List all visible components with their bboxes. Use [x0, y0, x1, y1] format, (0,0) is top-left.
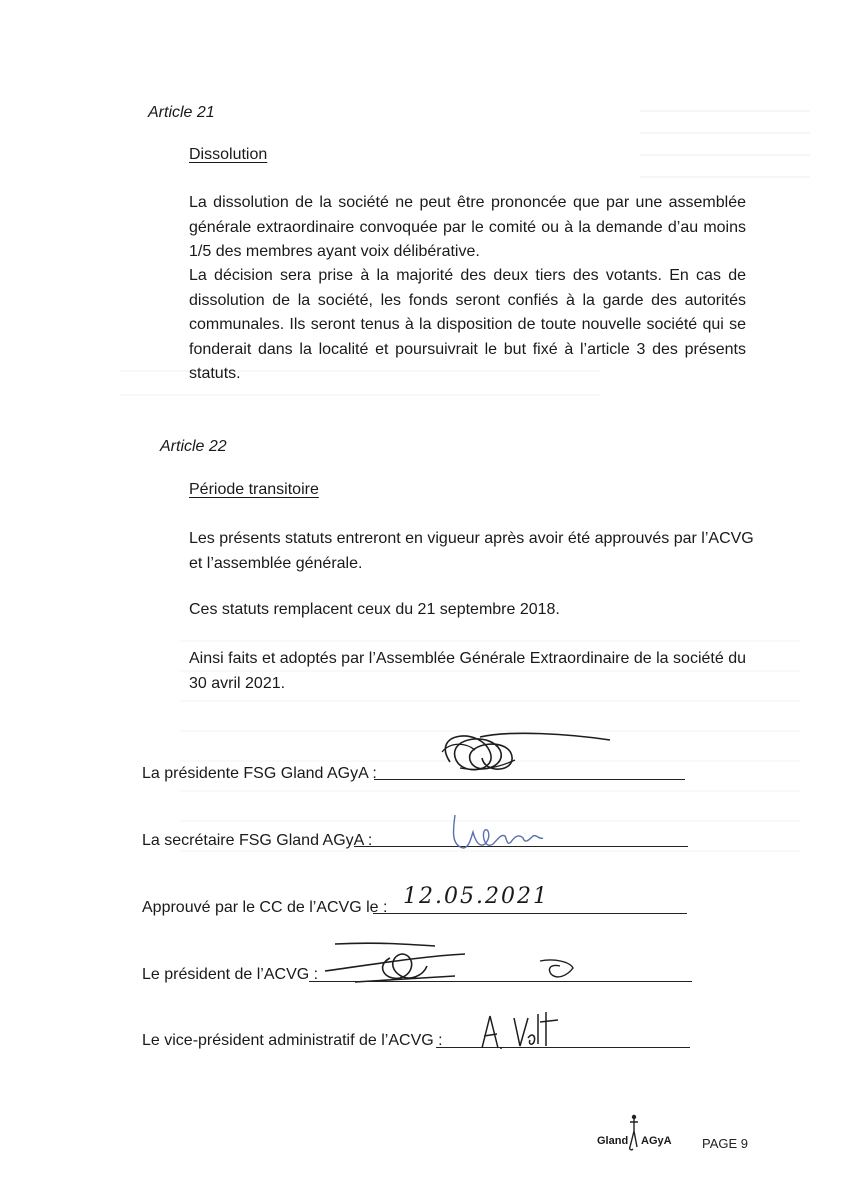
article-22-paragraph-1: Les présents statuts entreront en vigueur après avoir été approuvés par l’ACVG et l’assemblée générale.: [189, 530, 754, 572]
article-22-paragraph-2: Ces statuts remplacent ceux du 21 septembre 2018.: [189, 601, 560, 618]
transitional-period-title: Période transitoire: [189, 481, 319, 498]
vice-president-acvg-signature: [472, 1008, 572, 1053]
president-fsg-label: La présidente FSG Gland AGyA :: [142, 765, 377, 782]
president-acvg-signature: [315, 936, 605, 991]
article-21-heading: Article 21: [148, 104, 215, 121]
approved-cc-date-line: [373, 913, 687, 914]
logo-text-left: Gland: [597, 1135, 629, 1147]
secretary-fsg-signature: [445, 810, 555, 855]
president-acvg-label: Le président de l’ACVG :: [142, 966, 319, 983]
article-21-paragraph-1: La dissolution de la société ne peut être prononcée que par une assemblée générale extraordinaire convoquée par le comité ou à la demande d’au moins 1/5 des membres ayant voix délibérative.: [189, 194, 746, 260]
article-21-paragraph-2: La décision sera prise à la majorité des deux tiers des votants. En cas de dissolution de la société, les fonds seront confiés à la garde des autorités communales. Ils seront tenus à la disposition de toute nouvelle société qui se fonderait dans la localité et poursuivrait le but fixé à l’article 3 des présents statuts.: [189, 267, 746, 382]
vice-president-acvg-label: Le vice-président administratif de l’ACVG :: [142, 1032, 443, 1049]
logo-text-right: AGyA: [641, 1135, 672, 1147]
secretary-fsg-label: La secrétaire FSG Gland AGyA :: [142, 832, 373, 849]
approved-cc-label: Approuvé par le CC de l’ACVG le :: [142, 899, 388, 916]
footer-logo: [597, 1113, 682, 1153]
article-22-paragraph-3: Ainsi faits et adoptés par l’Assemblée Générale Extraordinaire de la société du 30 avril 2021.: [189, 650, 746, 692]
article-22-heading: Article 22: [160, 438, 227, 455]
dissolution-title: Dissolution: [189, 146, 268, 163]
approved-cc-handwritten-date: 12.05.2021: [403, 884, 549, 909]
show-through-texture: [640, 110, 810, 190]
gymnast-figure-icon: [627, 1113, 643, 1153]
page-number: PAGE 9: [702, 1136, 749, 1151]
president-fsg-signature: [420, 722, 660, 782]
